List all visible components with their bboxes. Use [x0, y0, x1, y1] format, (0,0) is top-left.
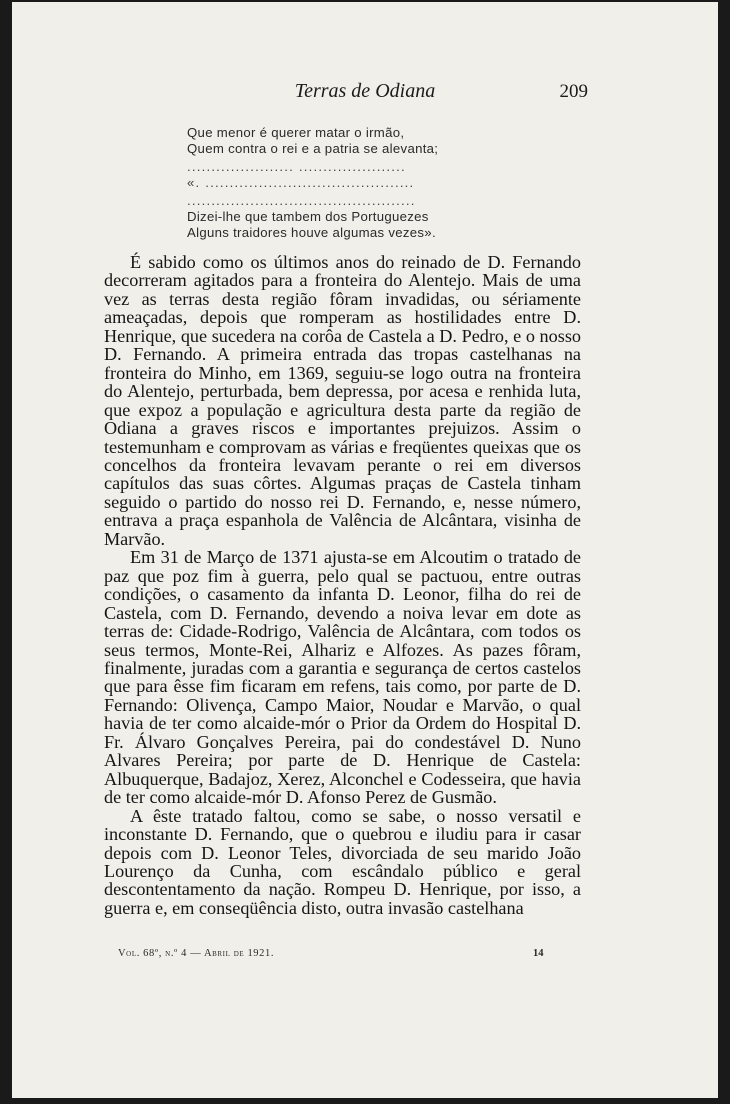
volume-info: Vol. 68º, n.º 4 — Abril de 1921. [118, 948, 275, 959]
page-number: 209 [559, 81, 588, 102]
verse-line: Quem contra o rei e a patria se alevanta; [187, 141, 439, 156]
page-header [12, 80, 718, 110]
verse-ellipsis-line: ...................... ...................... [187, 159, 406, 174]
page-footer [12, 948, 718, 968]
verse-ellipsis-line: ............................................... [187, 193, 416, 208]
verse-ellipsis-line: «. ........................................... [187, 175, 415, 190]
signature-mark: 14 [533, 948, 544, 959]
paragraph: A êste tratado faltou, como se sabe, o nosso versatil e inconstante D. Fernando, que o quebrou e iludiu para ir casar depois com D. Leonor Teles, divorciada de seu marido João Lourenço da Cunha, com escândalo público e geral descontentamento da nação. Rompeu D. Henrique, por isso, a guerra e, em conseqüência disto, outra invasão castelhana [104, 805, 581, 918]
verse-line: Que menor é querer matar o irmão, [187, 125, 405, 140]
paragraph: Em 31 de Março de 1371 ajusta-se em Alcoutim o tratado de paz que poz fim à guerra, pelo qual se pactuou, entre outras condições, o casamento da infanta D. Leonor, filha do rei de Castela, com D. Fernando, devendo a noiva levar em dote as terras de: Cidade-Rodrigo, Valência de Alcântara, com todos os seus termos, Monte-Rei, Alhariz e Alfozes. As pazes fôram, finalmente, juradas com a garantia e segurança de certos castelos que para êsse fim ficaram em refens, tais como, por parte de D. Fernando: Olivença, Campo Maior, Noudar e Marvão, o qual havia de ter como alcaide-mór o Prior da Ordem do Hospital D. Fr. Álvaro Gonçalves Pereira, pai do condestável D. Nuno Alvares Pereira; por parte de D. Henrique de Castela: Albuquerque, Badajoz, Xerez, Alconchel e Codesseira, que havia de ter como alcaide-mór D. Afonso Perez de Gusmão. [104, 547, 581, 808]
verse-quotation [187, 125, 487, 241]
running-title: Terras de Odiana [294, 80, 436, 102]
verse-line: Alguns traidores houve algumas vezes». [187, 225, 436, 240]
book-page [12, 2, 718, 1098]
verse-line: Dizei-lhe que tambem dos Portuguezes [187, 209, 429, 224]
paragraph: É sabido como os últimos anos do reinado de D. Fernando decorreram agitados para a fronteira do Alentejo. Mais de uma vez as terras desta região fôram invadidas, ou sériamente ameaçadas, depois que romperam as hostilidades entre D. Henrique, que sucedera na corôa de Castela a D. Pedro, e o nosso D. Fernando. A primeira entrada das tropas castelhanas na fronteira do Minho, em 1369, seguiu-se logo outra na fronteira do Alentejo, perturbada, bem depressa, por acesa e renhida luta, que expoz a população e agricultura desta parte da região de Odiana a graves riscos e importantes prejuizos. Assim o testemunham e comprovam as várias e freqüentes queixas que os concelhos da fronteira levavam perante o rei em diversos capítulos das suas côrtes. Algumas praças de Castela tinham seguido o partido do nosso rei D. Fernando, e, nesse número, entrava a praça espanhola de Valência de Alcântara, visinha de Marvão. [104, 252, 581, 549]
body-text [104, 253, 581, 917]
